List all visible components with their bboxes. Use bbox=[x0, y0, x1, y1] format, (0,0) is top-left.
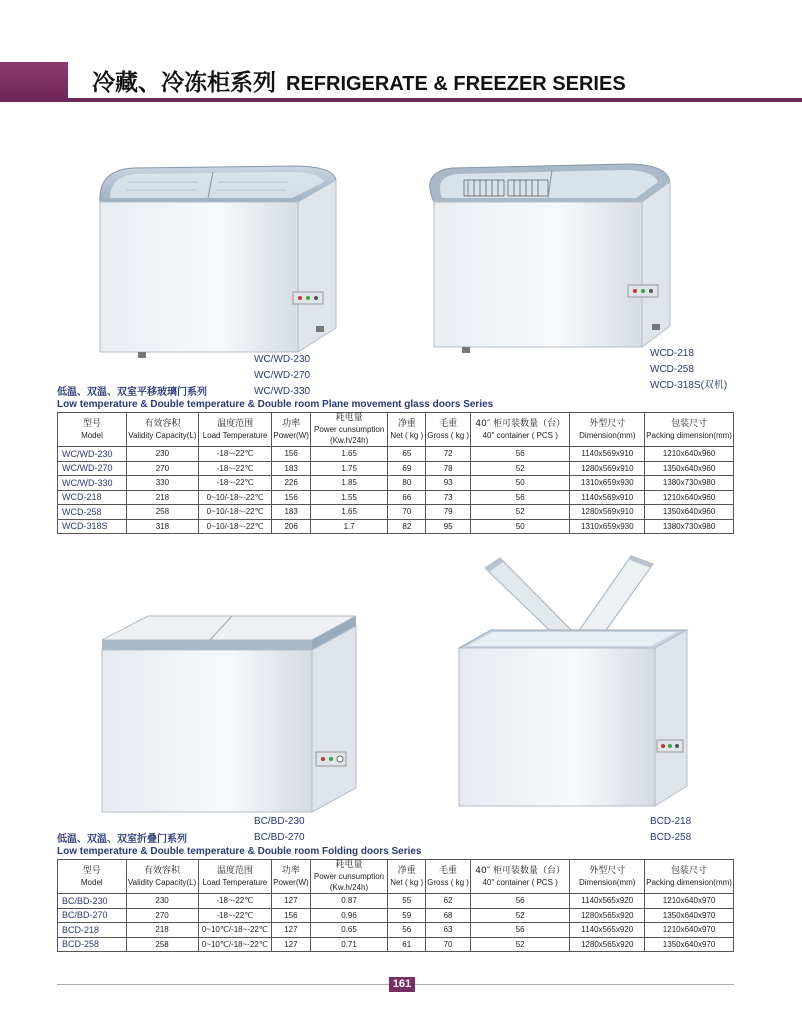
cell-model: BCD-258 bbox=[58, 937, 127, 952]
col-header-capacity: 有效容积 Validity Capacity(L) bbox=[126, 413, 198, 447]
table-row bbox=[58, 894, 734, 909]
col-header-power: 功率 Power(W) bbox=[272, 413, 311, 447]
section-title-glass-doors bbox=[57, 387, 493, 411]
table-row bbox=[58, 519, 734, 534]
cell-consumption: 0.87 bbox=[310, 894, 388, 909]
cell-temp: 0~10℃/-18~-22℃ bbox=[198, 937, 272, 952]
cell-packing: 1210x640x970 bbox=[645, 923, 734, 938]
cell-gross: 95 bbox=[426, 519, 471, 534]
cell-temp: 0~10/-18~-22℃ bbox=[198, 519, 272, 534]
cell-power: 156 bbox=[272, 490, 311, 505]
table-header-row bbox=[58, 860, 734, 894]
col-header-capacity: 有效容积 Validity Capacity(L) bbox=[126, 860, 198, 894]
cell-model: WCD-218 bbox=[58, 490, 127, 505]
cell-dimension: 1140x569x910 bbox=[570, 447, 645, 462]
cell-net: 69 bbox=[388, 461, 426, 476]
cell-temp: -18~-22℃ bbox=[198, 447, 272, 462]
cell-packing: 1380x730x980 bbox=[645, 519, 734, 534]
cell-net: 70 bbox=[388, 505, 426, 520]
cell-dimension: 1140x569x910 bbox=[570, 490, 645, 505]
cell-packing: 1210x640x960 bbox=[645, 447, 734, 462]
cell-gross: 79 bbox=[426, 505, 471, 520]
cell-temp: -18~-22℃ bbox=[198, 476, 272, 491]
cell-dimension: 1280x565x920 bbox=[570, 937, 645, 952]
cell-temp: 0~10℃/-18~-22℃ bbox=[198, 923, 272, 938]
cell-consumption: 1.65 bbox=[310, 505, 388, 520]
cell-net: 55 bbox=[388, 894, 426, 909]
cell-container: 50 bbox=[471, 476, 570, 491]
col-header-consumption: 耗电量 Power cunsumption (Kw.h/24h) bbox=[310, 860, 388, 894]
cell-model: WCD-258 bbox=[58, 505, 127, 520]
model-label: WC/WD-230 bbox=[254, 354, 311, 365]
col-header-gross: 毛重 Gross ( kg ) bbox=[426, 860, 471, 894]
cell-power: 156 bbox=[272, 908, 311, 923]
cell-net: 59 bbox=[388, 908, 426, 923]
cell-gross: 70 bbox=[426, 937, 471, 952]
cell-gross: 93 bbox=[426, 476, 471, 491]
cell-temp: -18~-22℃ bbox=[198, 894, 272, 909]
cell-container: 56 bbox=[471, 447, 570, 462]
table-row bbox=[58, 461, 734, 476]
cell-capacity: 318 bbox=[126, 519, 198, 534]
cell-consumption: 0.71 bbox=[310, 937, 388, 952]
cell-capacity: 258 bbox=[126, 505, 198, 520]
cell-consumption: 1.55 bbox=[310, 490, 388, 505]
cell-dimension: 1310x659x930 bbox=[570, 476, 645, 491]
page-number: 161 bbox=[389, 977, 415, 992]
col-header-container: 40″ 柜可装数量（台） 40″ container ( PCS ) bbox=[471, 413, 570, 447]
cell-gross: 62 bbox=[426, 894, 471, 909]
cell-model: WCD-318S bbox=[58, 519, 127, 534]
cell-consumption: 1.85 bbox=[310, 476, 388, 491]
page-title bbox=[92, 64, 626, 97]
spec-table-folding-doors bbox=[57, 859, 734, 952]
cell-capacity: 330 bbox=[126, 476, 198, 491]
cell-gross: 78 bbox=[426, 461, 471, 476]
cell-model: WC/WD-330 bbox=[58, 476, 127, 491]
model-label: BCD-258 bbox=[650, 832, 692, 843]
freezer-image-bcd bbox=[455, 550, 695, 812]
cell-capacity: 230 bbox=[126, 894, 198, 909]
cell-temp: 0~10/-18~-22℃ bbox=[198, 490, 272, 505]
cell-consumption: 1.7 bbox=[310, 519, 388, 534]
cell-temp: -18~-22℃ bbox=[198, 908, 272, 923]
cell-dimension: 1310x659x930 bbox=[570, 519, 645, 534]
cell-power: 156 bbox=[272, 447, 311, 462]
model-label: BC/BD-230 bbox=[254, 816, 305, 827]
col-header-model: 型号 Model bbox=[58, 413, 127, 447]
table-row bbox=[58, 505, 734, 520]
section-title-zh: 低温、双温、双室平移玻璃门系列 bbox=[57, 387, 207, 398]
cell-container: 52 bbox=[471, 461, 570, 476]
cell-capacity: 218 bbox=[126, 923, 198, 938]
cell-dimension: 1140x565x920 bbox=[570, 894, 645, 909]
col-header-dimension: 外型尺寸 Dimension(mm) bbox=[570, 413, 645, 447]
cell-consumption: 1.65 bbox=[310, 447, 388, 462]
col-header-net: 净重 Net ( kg ) bbox=[388, 413, 426, 447]
cell-power: 127 bbox=[272, 937, 311, 952]
cell-power: 183 bbox=[272, 461, 311, 476]
cell-power: 183 bbox=[272, 505, 311, 520]
model-label: BCD-218 bbox=[650, 816, 692, 827]
cell-packing: 1350x640x970 bbox=[645, 937, 734, 952]
cell-container: 56 bbox=[470, 923, 569, 938]
model-list-wcd bbox=[650, 346, 727, 394]
cell-packing: 1350x640x960 bbox=[645, 505, 734, 520]
model-label: WCD-218 bbox=[650, 348, 694, 359]
cell-model: WC/WD-230 bbox=[58, 447, 127, 462]
cell-consumption: 0.96 bbox=[310, 908, 388, 923]
col-header-dimension: 外型尺寸 Dimension(mm) bbox=[570, 860, 645, 894]
cell-capacity: 258 bbox=[126, 937, 198, 952]
cell-net: 65 bbox=[388, 447, 426, 462]
cell-capacity: 270 bbox=[126, 908, 198, 923]
table-header-row bbox=[58, 413, 734, 447]
model-label: WC/WD-270 bbox=[254, 370, 311, 381]
freezer-image-bc-bd bbox=[92, 602, 364, 820]
cell-consumption: 1.75 bbox=[310, 461, 388, 476]
col-header-container: 40″ 柜可装数量（台） 40″ container ( PCS ) bbox=[470, 860, 569, 894]
cell-power: 127 bbox=[272, 894, 311, 909]
freezer-image-wcd bbox=[412, 160, 672, 360]
cell-packing: 1210x640x960 bbox=[645, 490, 734, 505]
cell-temp: 0~10/-18~-22℃ bbox=[198, 505, 272, 520]
model-label: WCD-258 bbox=[650, 364, 694, 375]
col-header-packing: 包装尺寸 Packing dimension(mm) bbox=[645, 860, 734, 894]
cell-gross: 68 bbox=[426, 908, 471, 923]
model-label: BC/BD-270 bbox=[254, 832, 305, 843]
section-title-folding-doors bbox=[57, 834, 422, 858]
cell-model: BC/BD-230 bbox=[58, 894, 127, 909]
page-title-zh: 冷藏、冷冻柜系列 bbox=[92, 70, 276, 96]
cell-net: 56 bbox=[388, 923, 426, 938]
cell-net: 82 bbox=[388, 519, 426, 534]
cell-container: 52 bbox=[471, 505, 570, 520]
table-row bbox=[58, 908, 734, 923]
cell-dimension: 1140x565x920 bbox=[570, 923, 645, 938]
page-title-en: REFRIGERATE & FREEZER SERIES bbox=[286, 73, 626, 95]
model-label: WC/WD-330 bbox=[254, 386, 311, 397]
table-row bbox=[58, 937, 734, 952]
freezer-image-wc-wd bbox=[88, 160, 338, 365]
cell-packing: 1380x730x980 bbox=[645, 476, 734, 491]
col-header-packing: 包装尺寸 Packing dimension(mm) bbox=[645, 413, 734, 447]
col-header-temperature: 温度范围 Load Temperature bbox=[198, 413, 272, 447]
cell-power: 127 bbox=[272, 923, 311, 938]
table-row bbox=[58, 923, 734, 938]
col-header-temperature: 温度范围 Load Temperature bbox=[198, 860, 272, 894]
cell-gross: 72 bbox=[426, 447, 471, 462]
section-title-zh: 低温、双温、双室折叠门系列 bbox=[57, 834, 187, 845]
cell-packing: 1350x640x970 bbox=[645, 908, 734, 923]
cell-capacity: 218 bbox=[126, 490, 198, 505]
table-row bbox=[58, 476, 734, 491]
cell-packing: 1210x640x970 bbox=[645, 894, 734, 909]
cell-container: 56 bbox=[470, 894, 569, 909]
cell-container: 52 bbox=[470, 937, 569, 952]
cell-model: BC/BD-270 bbox=[58, 908, 127, 923]
cell-dimension: 1280x569x910 bbox=[570, 505, 645, 520]
model-list-bcd bbox=[650, 814, 691, 846]
cell-consumption: 0.65 bbox=[310, 923, 388, 938]
cell-dimension: 1280x565x920 bbox=[570, 908, 645, 923]
table-row bbox=[58, 447, 734, 462]
col-header-net: 净重 Net ( kg ) bbox=[388, 860, 426, 894]
cell-net: 80 bbox=[388, 476, 426, 491]
cell-power: 226 bbox=[272, 476, 311, 491]
table-row bbox=[58, 490, 734, 505]
cell-gross: 63 bbox=[426, 923, 471, 938]
cell-packing: 1350x640x960 bbox=[645, 461, 734, 476]
cell-net: 66 bbox=[388, 490, 426, 505]
cell-container: 56 bbox=[471, 490, 570, 505]
cell-container: 50 bbox=[471, 519, 570, 534]
section-title-en: Low temperature & Double temperature & Double room Plane movement glass doors Series bbox=[57, 399, 494, 410]
col-header-consumption: 耗电量 Power cunsumption (Kw.h/24h) bbox=[310, 413, 388, 447]
section-title-en: Low temperature & Double temperature & Double room Folding doors Series bbox=[57, 846, 422, 857]
cell-net: 61 bbox=[388, 937, 426, 952]
cell-gross: 73 bbox=[426, 490, 471, 505]
spec-table-glass-doors bbox=[57, 412, 734, 534]
cell-temp: -18~-22℃ bbox=[198, 461, 272, 476]
cell-container: 52 bbox=[470, 908, 569, 923]
cell-capacity: 270 bbox=[126, 461, 198, 476]
cell-model: BCD-218 bbox=[58, 923, 127, 938]
col-header-power: 功率 Power(W) bbox=[272, 860, 311, 894]
cell-capacity: 230 bbox=[126, 447, 198, 462]
cell-dimension: 1280x569x910 bbox=[570, 461, 645, 476]
cell-power: 206 bbox=[272, 519, 311, 534]
model-label: WCD-318S(双机) bbox=[650, 380, 728, 391]
col-header-gross: 毛重 Gross ( kg ) bbox=[426, 413, 471, 447]
col-header-model: 型号 Model bbox=[58, 860, 127, 894]
cell-model: WC/WD-270 bbox=[58, 461, 127, 476]
